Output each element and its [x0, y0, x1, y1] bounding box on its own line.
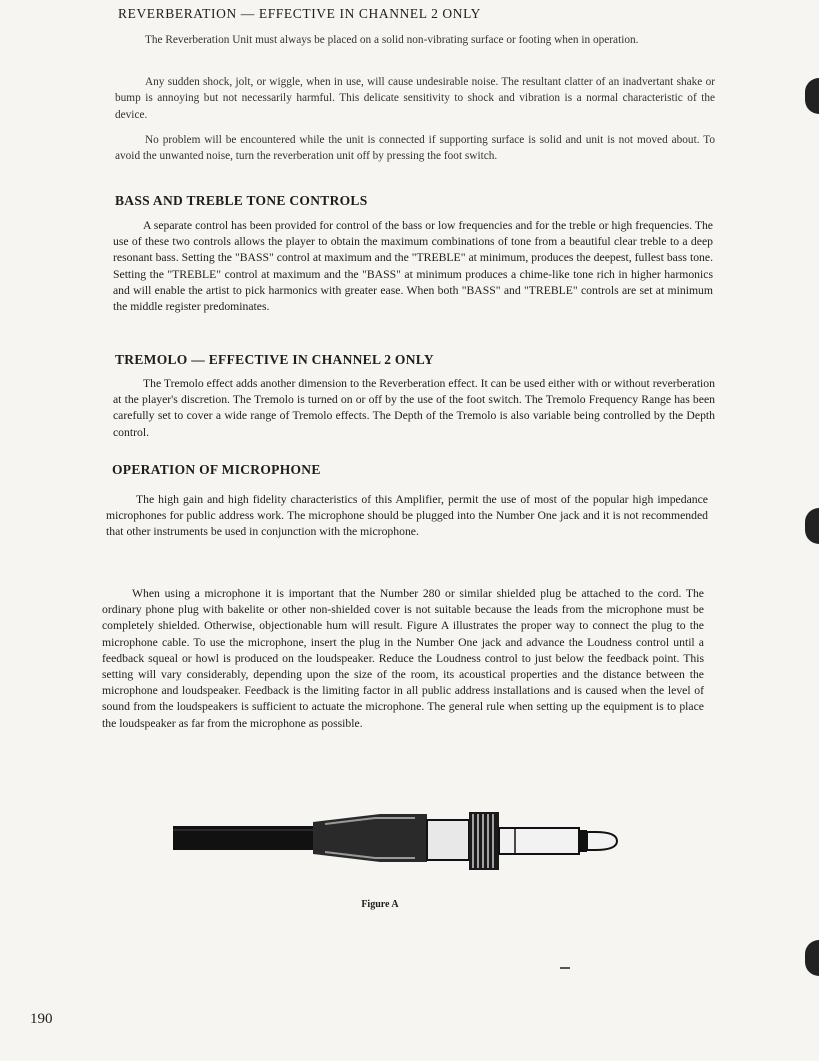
page-number: 190 [30, 1011, 53, 1027]
binder-hole-bottom [805, 940, 819, 976]
paragraph-bass-treble: A separate control has been provided for control of the bass or low frequencies and for the treble or high frequencies. The use of these two controls allows the player to obtain the maximum combinations of tone from a beautiful clear treble to a deep resonant bass. Setting the "BASS" control at maximum and the "TREBLE" at minimum, produces the deepest, fullest bass tone. Setting the "TREBLE" control at maximum and the "BASS" at minimum produces a chime-like tone rich in higher harmonics and will enable the artist to pick harmonics with greater ease. When both "BASS" and "TREBLE" controls are set at minimum the middle register predominates. [113, 219, 713, 314]
section-heading-bass-treble: BASS AND TREBLE TONE CONTROLS [115, 193, 368, 208]
section-heading-microphone: OPERATION OF MICROPHONE [112, 462, 321, 477]
paragraph-reverb-placement: The Reverberation Unit must always be placed on a solid non-vibrating surface or footing when in operation. [145, 34, 639, 46]
section-heading-reverberation: REVERBERATION — EFFECTIVE IN CHANNEL 2 ONLY [118, 6, 481, 21]
paragraph-microphone-impedance: The high gain and high fidelity characteristics of this Amplifier, permit the use of most of the popular high impedance microphones for public address work. The microphone should be plugged into the Number One jack and it is not recommended that other instruments be used in conjunction with the microphone. [106, 493, 708, 539]
section-heading-tremolo: TREMOLO — EFFECTIVE IN CHANNEL 2 ONLY [115, 352, 434, 367]
paragraph-microphone-usage: When using a microphone it is important that the Number 280 or similar shielded plug be attached to the cord. The ordinary phone plug with bakelite or other non-shielded cover is not suitable because the leads from the microphone must be completely shielded. Otherwise, objectionable hum will result. Figure A illustrates the proper way to connect the plug to the microphone cable. To use the microphone, insert the plug in the Number One jack and advance the Loudness control until a feedback squeal or howl is produced on the loudspeaker. Reduce the Loudness control to just below the feedback point. This setting will vary considerably, depending upon the size of the room, its acoustical properties and the distance between the microphone and loudspeaker. Feedback is the limiting factor in all public address installations and is caused when the level of sound from the loudspeakers is sufficient to actuate the microphone. The general rule when setting up the equipment is to place the loudspeaker as far from the microphone as possible. [102, 587, 704, 730]
binder-hole-top [805, 78, 819, 114]
paragraph-reverb-shock: Any sudden shock, jolt, or wiggle, when in use, will cause undesirable noise. The resultant clatter of an inadvertant shake or bump is annoying but not necessarily harmful. This delicate sensitivity to shock and vibration is a normal characteristic of the device. [115, 76, 715, 121]
scan-speck [560, 967, 570, 969]
phone-plug-figure [165, 808, 635, 880]
figure-caption: Figure A [361, 899, 399, 910]
paragraph-tremolo: The Tremolo effect adds another dimension to the Reverberation effect. It can be used either with or without reverberation at the player's discretion. The Tremolo is turned on or off by the use of the foot switch. The Tremolo Frequency Range has been carefully set to cover a wide range of Tremolo effects. The Depth of the Tremolo is also variable being controlled by the Depth control. [113, 377, 715, 439]
paragraph-reverb-noise: No problem will be encountered while the unit is connected if supporting surface is solid and unit is not moved about. To avoid the unwanted noise, turn the reverberation unit off by pressing the foot switch. [115, 134, 715, 163]
binder-hole-middle [805, 508, 819, 544]
